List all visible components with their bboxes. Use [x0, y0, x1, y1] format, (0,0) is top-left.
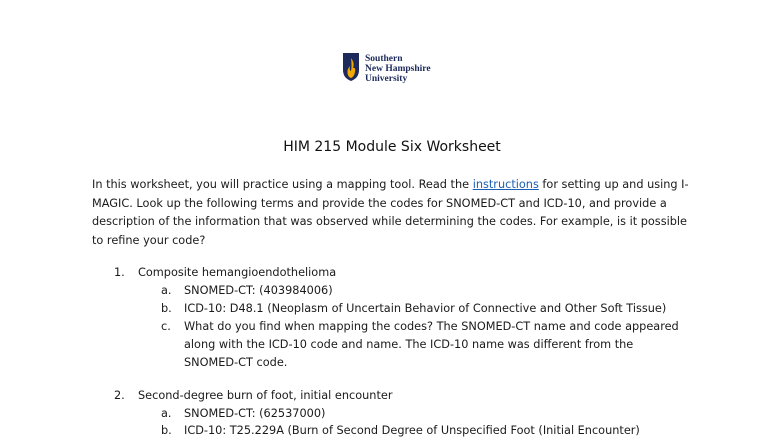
question-term: Composite hemangioendothelioma: [138, 266, 337, 279]
answer-text: SNOMED-CT: (62537000): [184, 407, 326, 420]
intro-text-before: In this worksheet, you will practice using a mapping tool. Read the: [92, 178, 473, 191]
answer-letter: a.: [161, 284, 172, 297]
question-number: 2.: [114, 389, 125, 402]
intro-text-after: for setting up and using I-MAGIC. Look up the following terms and provide the codes for SNOMED-CT and ICD-10, and provide a description of the information that was observed while determining the codes. For example, is it possible to refine your code?: [92, 178, 689, 247]
logo-line-2: New Hampshire: [365, 64, 431, 74]
answer-letter: b.: [161, 302, 172, 315]
answer-text: ICD-10: T25.229A (Burn of Second Degree of Unspecified Foot (Initial Encounter): [184, 424, 640, 437]
answer-letter: c.: [161, 320, 171, 333]
intro-paragraph: [92, 176, 692, 250]
document-title: HIM 215 Module Six Worksheet: [283, 139, 501, 155]
snhu-logo: [342, 52, 431, 84]
question-term: Second-degree burn of foot, initial encounter: [138, 389, 393, 402]
answer-text: ICD-10: D48.1 (Neoplasm of Uncertain Behavior of Connective and Other Soft Tissue): [184, 302, 667, 315]
logo-line-3: University: [365, 74, 408, 84]
answer-text: SNOMED-CT: (403984006): [184, 284, 333, 297]
answer-letter: b.: [161, 424, 172, 437]
shield-flame-icon: [342, 52, 360, 82]
question-number: 1.: [114, 266, 125, 279]
logo-line-1: Southern: [365, 54, 403, 64]
answer-text: What do you find when mapping the codes? The SNOMED-CT name and code appeared along with the ICD-10 code and name. The ICD-10 name was different from the SNOMED-CT code.: [184, 320, 679, 369]
instructions-link[interactable]: instructions: [472, 178, 539, 191]
logo-wordmark: [365, 54, 431, 84]
answer-letter: a.: [161, 407, 172, 420]
